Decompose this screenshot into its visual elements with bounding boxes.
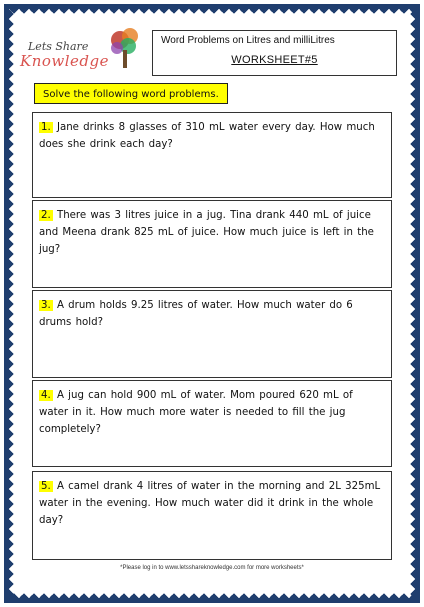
tree-icon [108, 26, 142, 70]
footer-note: *Please log in to www.letsshareknowledge.com for more worksheets* [120, 565, 304, 571]
question-body: A jug can hold 900 mL of water. Mom poured 620 mL of water in it. How much more water is needed to fill the jug completely? [39, 390, 353, 435]
question-text [39, 478, 383, 529]
question-box-5[interactable] [32, 471, 392, 560]
question-number: 5. [41, 481, 51, 492]
decorative-border-left [4, 4, 14, 603]
decorative-border-bottom [4, 593, 420, 603]
title-box [152, 30, 397, 76]
logo-text-line1: Lets Share [28, 40, 89, 53]
question-box-2[interactable] [32, 200, 392, 288]
decorative-border-right [410, 4, 420, 603]
question-number: 3. [41, 300, 51, 311]
logo-text-line2: Knowledge [20, 52, 109, 70]
question-body: A drum holds 9.25 litres of water. How much water do 6 drums hold? [39, 300, 353, 328]
question-body: There was 3 litres juice in a jug. Tina drank 440 mL of juice and Meena drank 825 mL of juice. How much juice is left in the jug? [39, 210, 374, 255]
page-title: Word Problems on Litres and milliLitres [161, 35, 335, 46]
decorative-border-top [4, 4, 420, 14]
question-number: 2. [41, 210, 51, 221]
question-body: Jane drinks 8 glasses of 310 mL water every day. How much does she drink each day? [39, 122, 375, 150]
logo [20, 26, 142, 78]
question-box-4[interactable] [32, 380, 392, 467]
question-text [39, 119, 383, 153]
question-number: 1. [41, 122, 51, 133]
question-number: 4. [41, 390, 51, 401]
question-box-3[interactable] [32, 290, 392, 378]
question-text [39, 387, 383, 438]
worksheet-number: WORKSHEET#5 [231, 54, 318, 66]
question-body: A camel drank 4 litres of water in the morning and 2L 325mL water in the evening. How much water did it drink in the whole day? [39, 481, 381, 526]
question-text [39, 297, 383, 331]
question-text [39, 207, 383, 258]
instruction-banner: Solve the following word problems. [34, 83, 228, 104]
question-box-1[interactable] [32, 112, 392, 198]
